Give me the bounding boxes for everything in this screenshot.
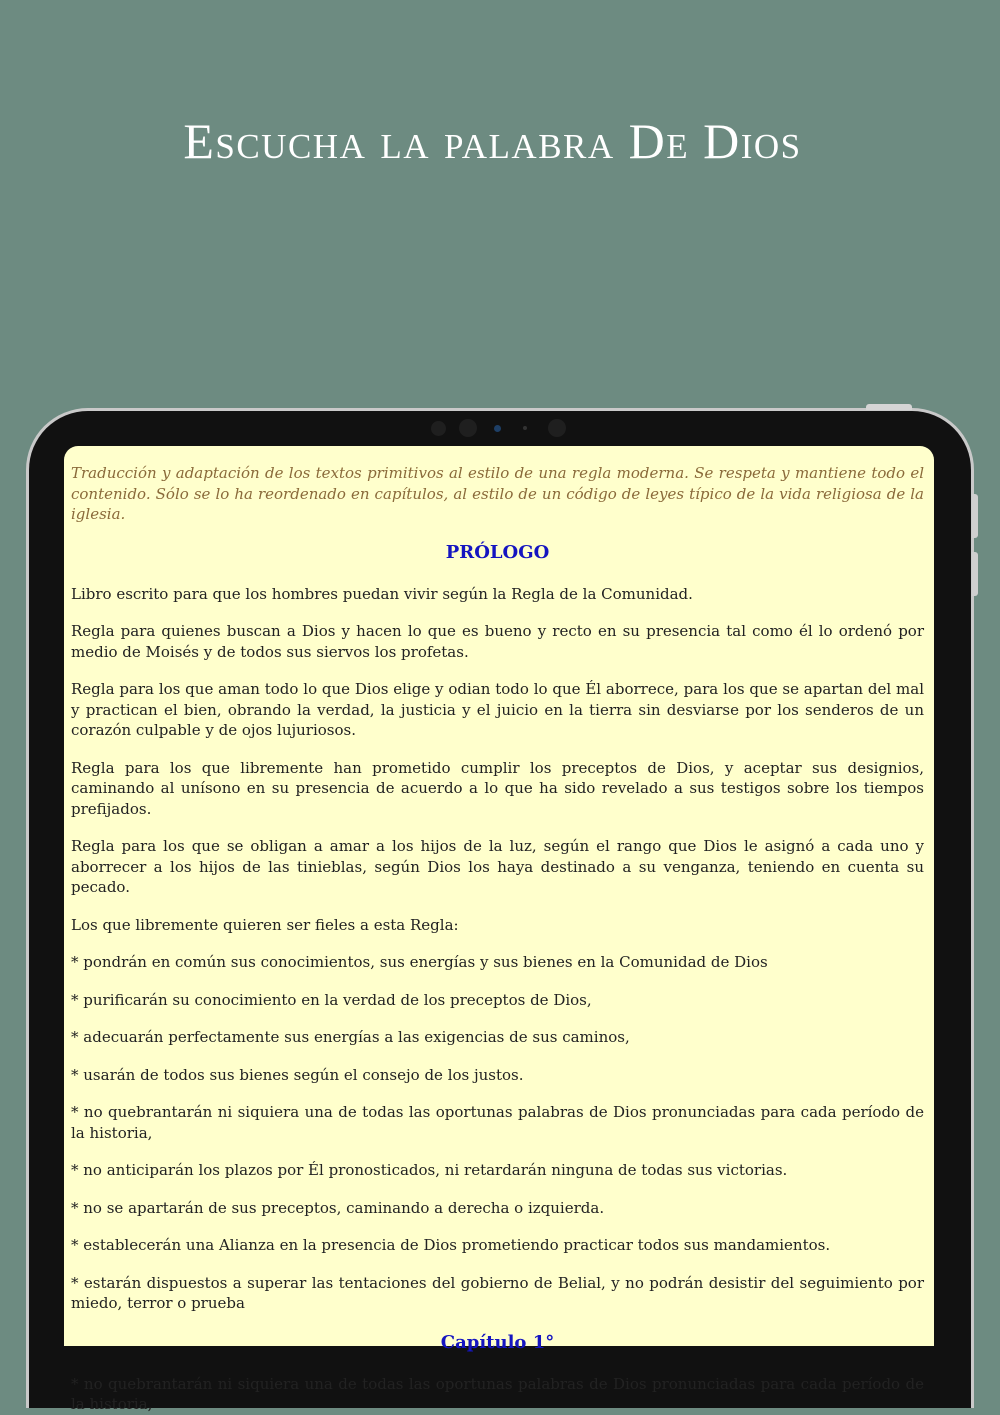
camera-indicator-icon <box>523 426 527 430</box>
list-item: * purificarán su conocimiento en la verdad de los preceptos de Dios, <box>71 990 592 1009</box>
chapter-heading: Capítulo 1° <box>440 1331 555 1353</box>
list-item: * pondrán en común sus conocimientos, sus energías y sus bienes en la Comunidad de Dios <box>71 953 768 971</box>
list-item: * usarán de todos sus bienes según el consejo de los justos. <box>71 1065 524 1084</box>
list-item: * no quebrantarán ni siquiera una de todas las oportunas palabras de Dios pronunciadas para cada período de la historia, <box>71 1374 924 1413</box>
camera-sensor-icon <box>431 421 446 436</box>
camera-lens-icon <box>548 419 566 437</box>
tablet-volume-down-button <box>972 552 978 596</box>
paragraph: Regla para los que aman todo lo que Dios elige y odian todo lo que Él aborrece, para los que se apartan del mal y practican el bien, obrando la verdad, la justicia y el juicio en la tierra sin desviarse por los senderos de un corazón culpable y de ojos lujuriosos. <box>71 680 924 739</box>
list-item: * no anticiparán los plazos por Él pronosticados, ni retardarán ninguna de todas sus victorias. <box>71 1161 788 1179</box>
list-item: * no quebrantarán ni siquiera una de todas las oportunas palabras de Dios pronunciadas para cada período de la historia, <box>71 1103 924 1142</box>
paragraph: Libro escrito para que los hombres puedan vivir según la Regla de la Comunidad. <box>71 584 693 603</box>
tablet-volume-up-button <box>972 494 978 538</box>
document-content <box>64 446 934 1415</box>
paragraph: Los que libremente quieren ser fieles a esta Regla: <box>71 915 459 934</box>
prologue-heading: PRÓLOGO <box>445 541 550 563</box>
list-item: * no se apartarán de sus preceptos, caminando a derecha o izquierda. <box>71 1198 605 1217</box>
paragraph: Regla para los que libremente han prometido cumplir los preceptos de Dios, y aceptar sus designios, caminando al unísono en su presencia de acuerdo a lo que ha sido revelado a sus testigos sobre los tiempos prefijados. <box>71 758 924 818</box>
page-headline: Escucha la palabra De Dios <box>183 113 802 169</box>
paragraph: Regla para los que se obligan a amar a los hijos de la luz, según el rango que Dios le asignó a cada uno y aborrecer a los hijos de las tinieblas, según Dios los haya destinado a su venganza, teniendo en cuenta su pecado. <box>71 837 924 896</box>
intro-note: Traducción y adaptación de los textos primitivos al estilo de una regla moderna. Se respeta y mantiene todo el contenido. Sólo se lo ha reordenado en capítulos, al estilo de un código de leyes típico de la vida religiosa de la iglesia. <box>71 464 924 523</box>
camera-lens-icon <box>494 425 501 432</box>
tablet-top-button <box>866 404 912 410</box>
list-item: * establecerán una Alianza en la presencia de Dios prometiendo practicar todos sus mandamientos. <box>71 1236 831 1254</box>
camera-lens-icon <box>459 419 477 437</box>
list-item: * adecuarán perfectamente sus energías a las exigencias de sus caminos, <box>71 1028 630 1046</box>
list-item: * estarán dispuestos a superar las tentaciones del gobierno de Belial, y no podrán desistir del seguimiento por miedo, terror o prueba <box>71 1273 924 1312</box>
reader-screen[interactable] <box>64 446 934 1413</box>
paragraph: Regla para quienes buscan a Dios y hacen lo que es bueno y recto en su presencia tal como él lo ordenó por medio de Moisés y de todos sus siervos los profetas. <box>71 622 924 661</box>
